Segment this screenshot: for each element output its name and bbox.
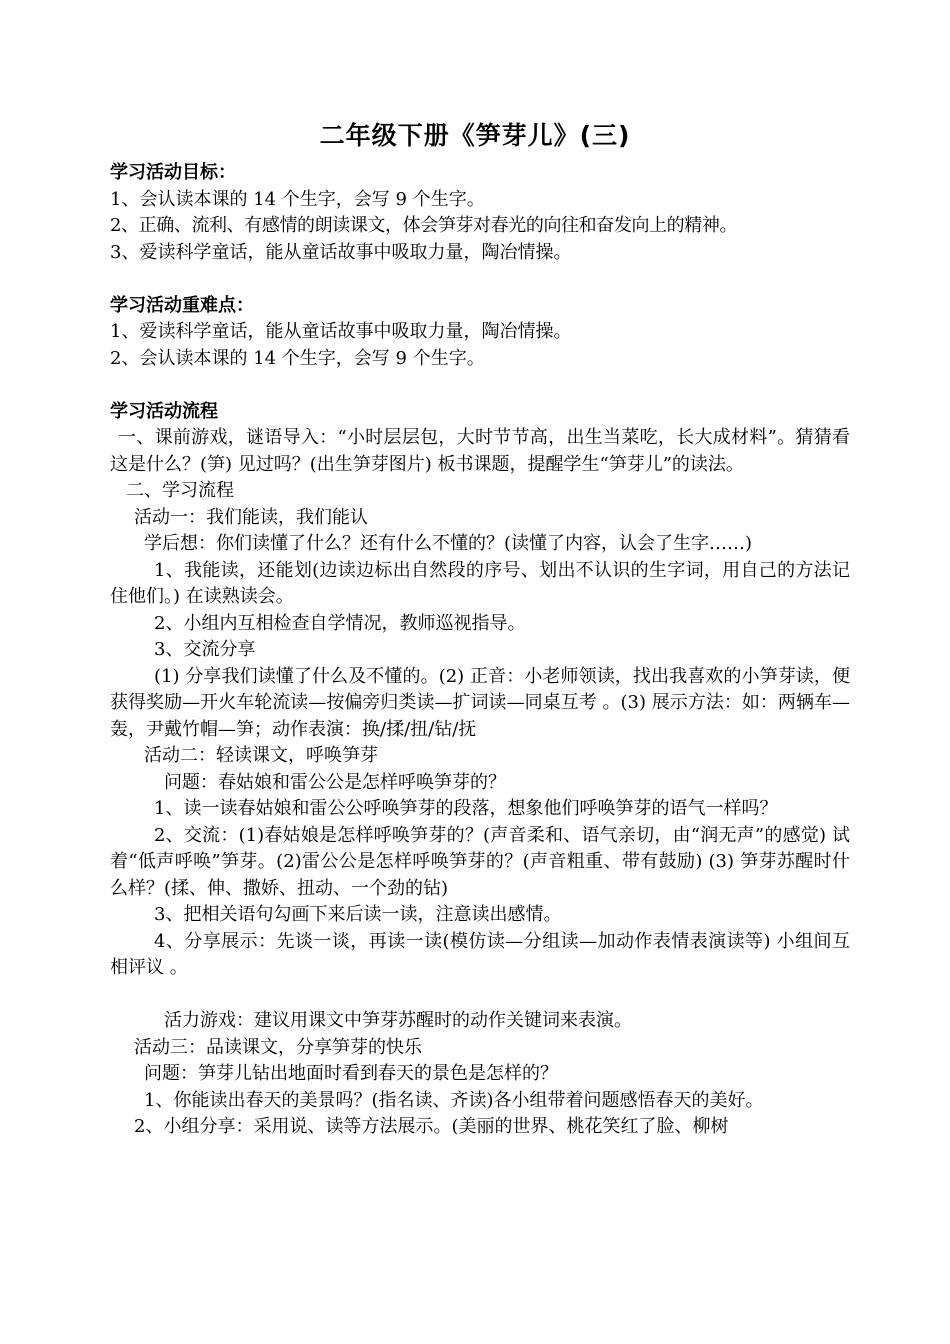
activity-heading: 活动三：品读课文，分享笋芽的快乐 — [134, 1036, 422, 1058]
objectives-heading: 学习活动目标： — [110, 162, 236, 183]
activity-heading: 活动二：轻读课文，呼唤笋芽 — [144, 745, 378, 766]
process-paragraph: 问题：春姑娘和雷公公是怎样呼唤笋芽的？ — [164, 771, 506, 793]
section-heading: 二、学习流程 — [126, 480, 234, 501]
process-paragraph: 1、我能读，还能划(边读边标出自然段的序号、划出不认识的生字词，用自己的方法记住他们。) 在读熟读会。 — [110, 559, 850, 607]
process-paragraph: 活力游戏：建议用课文中笋芽苏醒时的动作关键词来表演。 — [164, 1010, 632, 1031]
key-points-heading: 学习活动重难点： — [110, 294, 254, 316]
process-paragraph: 2、小组内互相检查自学情况，教师巡视指导。 — [154, 612, 526, 634]
process-paragraph: 4、分享展示：先谈一谈，再读一读(模仿读—分组读—加动作表情表演读等) 小组间互相评议 。 — [110, 930, 850, 978]
intro-paragraph: 一、课前游戏，谜语导入：“小时层层包，大时节节高，出生当菜吃，长大成材料”。猜猜看这是什么？(笋) 见过吗？(出生笋芽图片) 板书课题，提醒学生“笋芽儿”的读法。 — [110, 427, 850, 475]
process-paragraph: 1、读一读春姑娘和雷公公呼唤笋芽的段落，想象他们呼唤笋芽的语气一样吗？ — [154, 798, 778, 819]
objective-item: 1、会认读本课的 14 个生字，会写 9 个生字。 — [110, 188, 485, 210]
spacer — [110, 982, 850, 1009]
key-point-item: 1、爱读科学童话，能从童话故事中吸取力量，陶冶情操。 — [110, 321, 572, 342]
key-point-item: 2、会认读本课的 14 个生字，会写 9 个生字。 — [110, 347, 485, 369]
activity-heading: 活动一：我们能读，我们能认 — [134, 506, 368, 528]
objective-item: 2、正确、流利、有感情的朗读课文，体会笋芽对春光的向往和奋发向上的精神。 — [110, 215, 738, 236]
process-paragraph: 1、你能读出春天的美景吗？(指名读、齐读)各小组带着问题感悟春天的美好。 — [144, 1089, 764, 1111]
process-paragraph: 学后想：你们读懂了什么？还有什么不懂的？(读懂了内容，认会了生字……) — [144, 533, 753, 554]
process-paragraph: 3、交流分享 — [154, 639, 256, 660]
document-body — [110, 160, 850, 1141]
process-paragraph: 2、交流：(1)春姑娘是怎样呼唤笋芽的？(声音柔和、语气亲切，由“润无声”的感觉) 试着“低声呼唤”笋芽。(2)雷公公是怎样呼唤笋芽的？(声音粗重、带有鼓励) (3) 笋芽苏醒时什么样？(揉、伸、撒娇、扭动、一个劲的钻) — [110, 824, 850, 899]
process-paragraph: 2、小组分享：采用说、读等方法展示。(美丽的世界、桃花笑红了脸、柳树 — [134, 1116, 729, 1137]
spacer — [110, 266, 850, 293]
process-paragraph: 问题：笋芽儿钻出地面时看到春天的景色是怎样的？ — [144, 1063, 558, 1084]
spacer — [110, 372, 850, 399]
process-paragraph: (1) 分享我们读懂了什么及不懂的。(2) 正音：小老师领读，找出我喜欢的小笋芽读，便获得奖励—开火车轮流读—按偏旁归类读—扩词读—同桌互考 。(3) 展示方法：如：两辆车—轰，尹戴竹帽—笋；动作表演：换/揉/扭/钻/抚 — [110, 665, 850, 740]
document-title: 二年级下册《笋芽儿》(三) — [319, 121, 631, 150]
process-paragraph: 3、把相关语句勾画下来后读一读，注意读出感情。 — [154, 904, 562, 925]
process-heading: 学习活动流程 — [110, 400, 218, 422]
objective-item: 3、爱读科学童话，能从童话故事中吸取力量，陶冶情操。 — [110, 241, 572, 263]
